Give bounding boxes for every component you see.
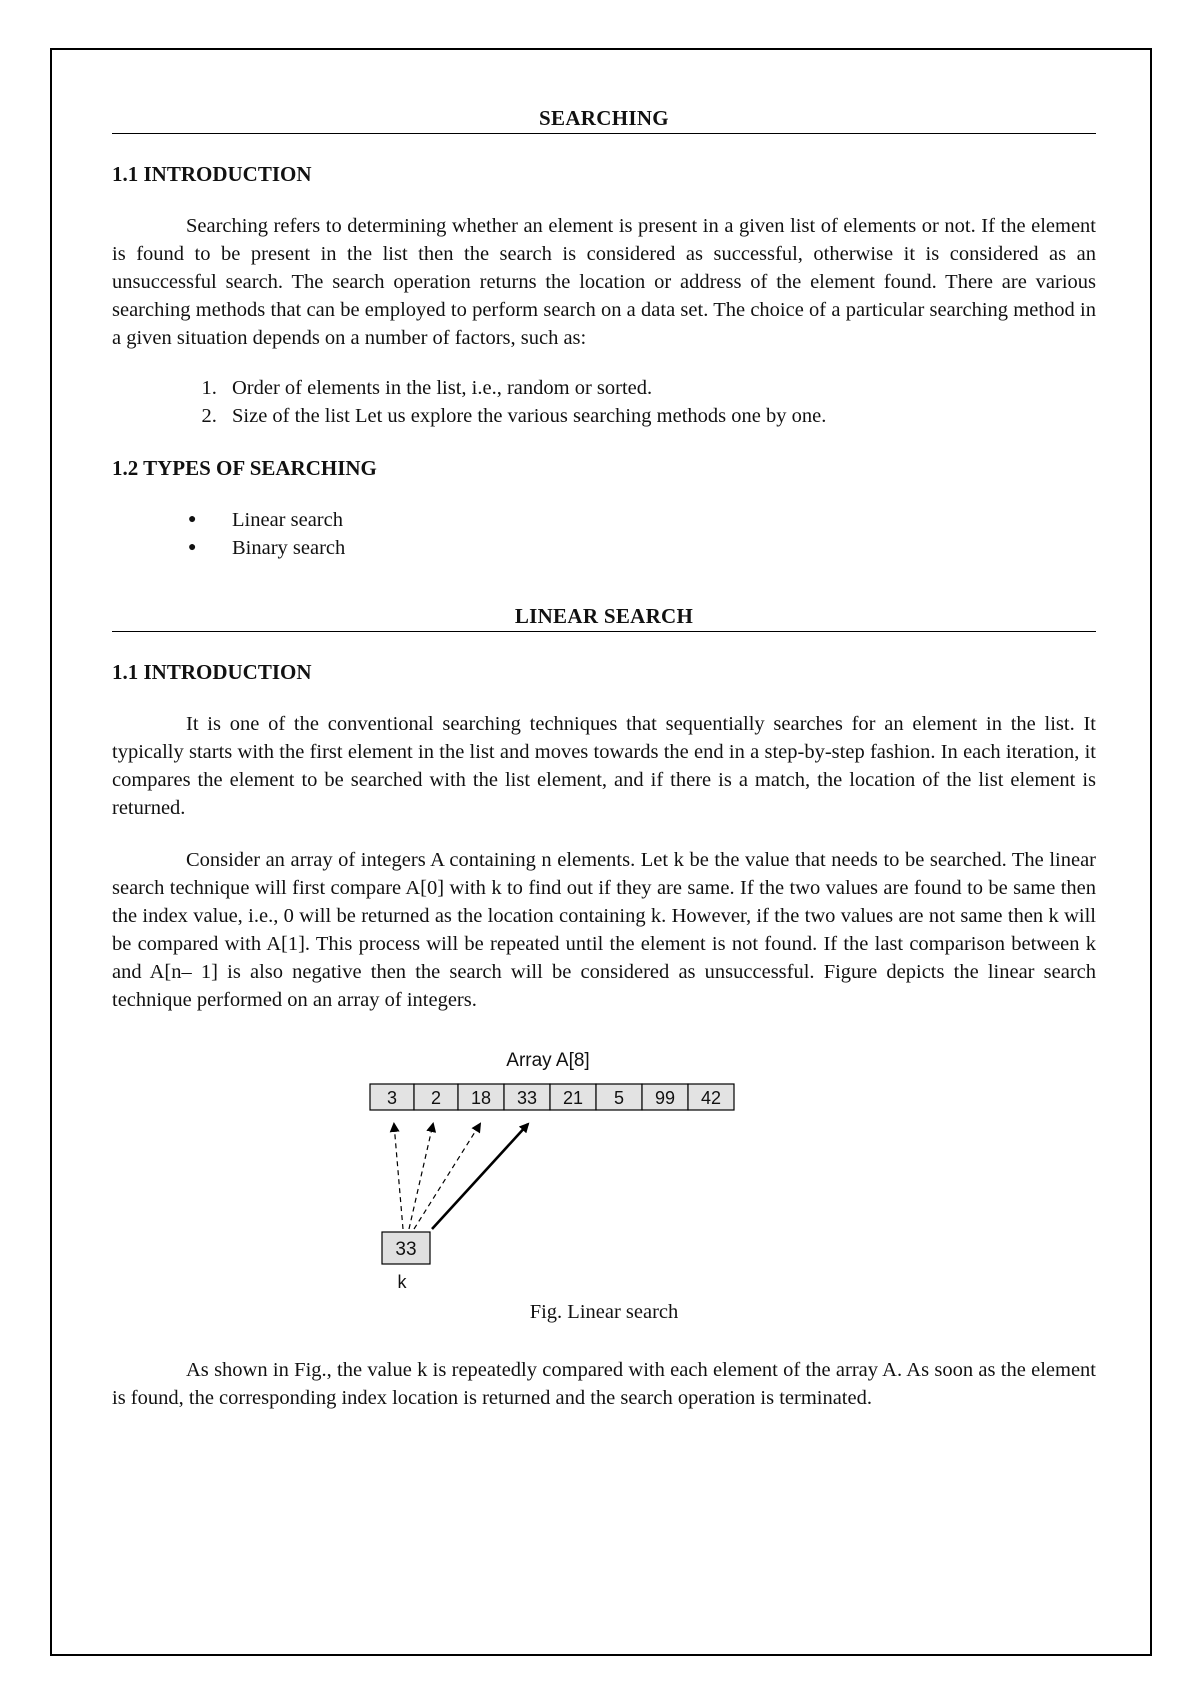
array-cell-value: 3 [386,1088,398,1108]
comparison-arrow-1 [394,1124,403,1229]
linear-search-figure [112,1032,1096,1332]
array-cells [370,1084,734,1110]
linear-paragraph-2: Consider an array of integers A containing n elements. Let k be the value that needs to be searched. The linear search technique will first compare A[0] with k to find out if they are same. If the two values are found to be same then the index value, i.e., 0 will be returned as the location containing k. However, if the two values are not same then k will be compared with A[1]. This process will be repeated until the element is not found. If the last comparison between k and A[n– 1] is also negative then the search will be considered as unsuccessful. Figure depicts the linear search technique performed on an array of integers. [112,849,1096,1011]
array-cell-value: 42 [700,1088,722,1108]
match-arrow [432,1124,528,1229]
list-item: 1. Order of elements in the list, i.e., random or sorted. [222,374,1096,402]
linear-paragraph-3: As shown in Fig., the value k is repeatedly compared with each element of the array A. As soon as the element is found, the corresponding index location is returned and the search operation is terminated. [112,1359,1096,1409]
intro-paragraph: Searching refers to determining whether an element is present in a given list of elements or not. If the element is found to be present in the list then the search is considered as successful, otherwise it is considered as an unsuccessful search. The search operation returns the location or address of the element found. There are various searching methods that can be employed to perform search on a data set. The choice of a particular searching method in a given situation depends on a number of factors, such as: [112,215,1096,349]
linear-paragraph-1: It is one of the conventional searching techniques that sequentially searches for an element in the list. It typically starts with the first element in the list and moves towards the end in a step-by-step fashion. In each iteration, it compares the element to be searched with the list element, and if there is a match, the location of the list element is returned. [112,713,1096,819]
heading-introduction: 1.1 INTRODUCTION [112,162,312,186]
array-cell-value: 2 [430,1088,442,1108]
heading-types-of-searching: 1.2 TYPES OF SEARCHING [112,456,377,480]
array-label: Array A[8] [506,1050,590,1071]
figure-caption: Fig. Linear search [529,1301,679,1323]
key-value: 33 [395,1239,417,1260]
array-cell-value: 21 [562,1088,584,1108]
comparison-arrow-2 [409,1124,433,1229]
document-content [112,104,1096,1412]
heading-introduction-linear: 1.1 INTRODUCTION [112,660,312,684]
array-cell-value: 33 [516,1088,538,1108]
list-item: ● Binary search [222,534,1096,562]
factors-list [112,374,1096,430]
section-title-searching: SEARCHING [112,104,1096,134]
array-cell-value: 18 [470,1088,492,1108]
section-title-linear-search: LINEAR SEARCH [112,602,1096,632]
linear-search-diagram [112,1032,1096,1300]
key-label: k [397,1272,407,1292]
search-types-list [112,506,1096,562]
array-cell-value: 99 [654,1088,676,1108]
list-item: ● Linear search [222,506,1096,534]
list-item: 2. Size of the list Let us explore the various searching methods one by one. [222,402,1096,430]
array-cell-value: 5 [613,1088,625,1108]
